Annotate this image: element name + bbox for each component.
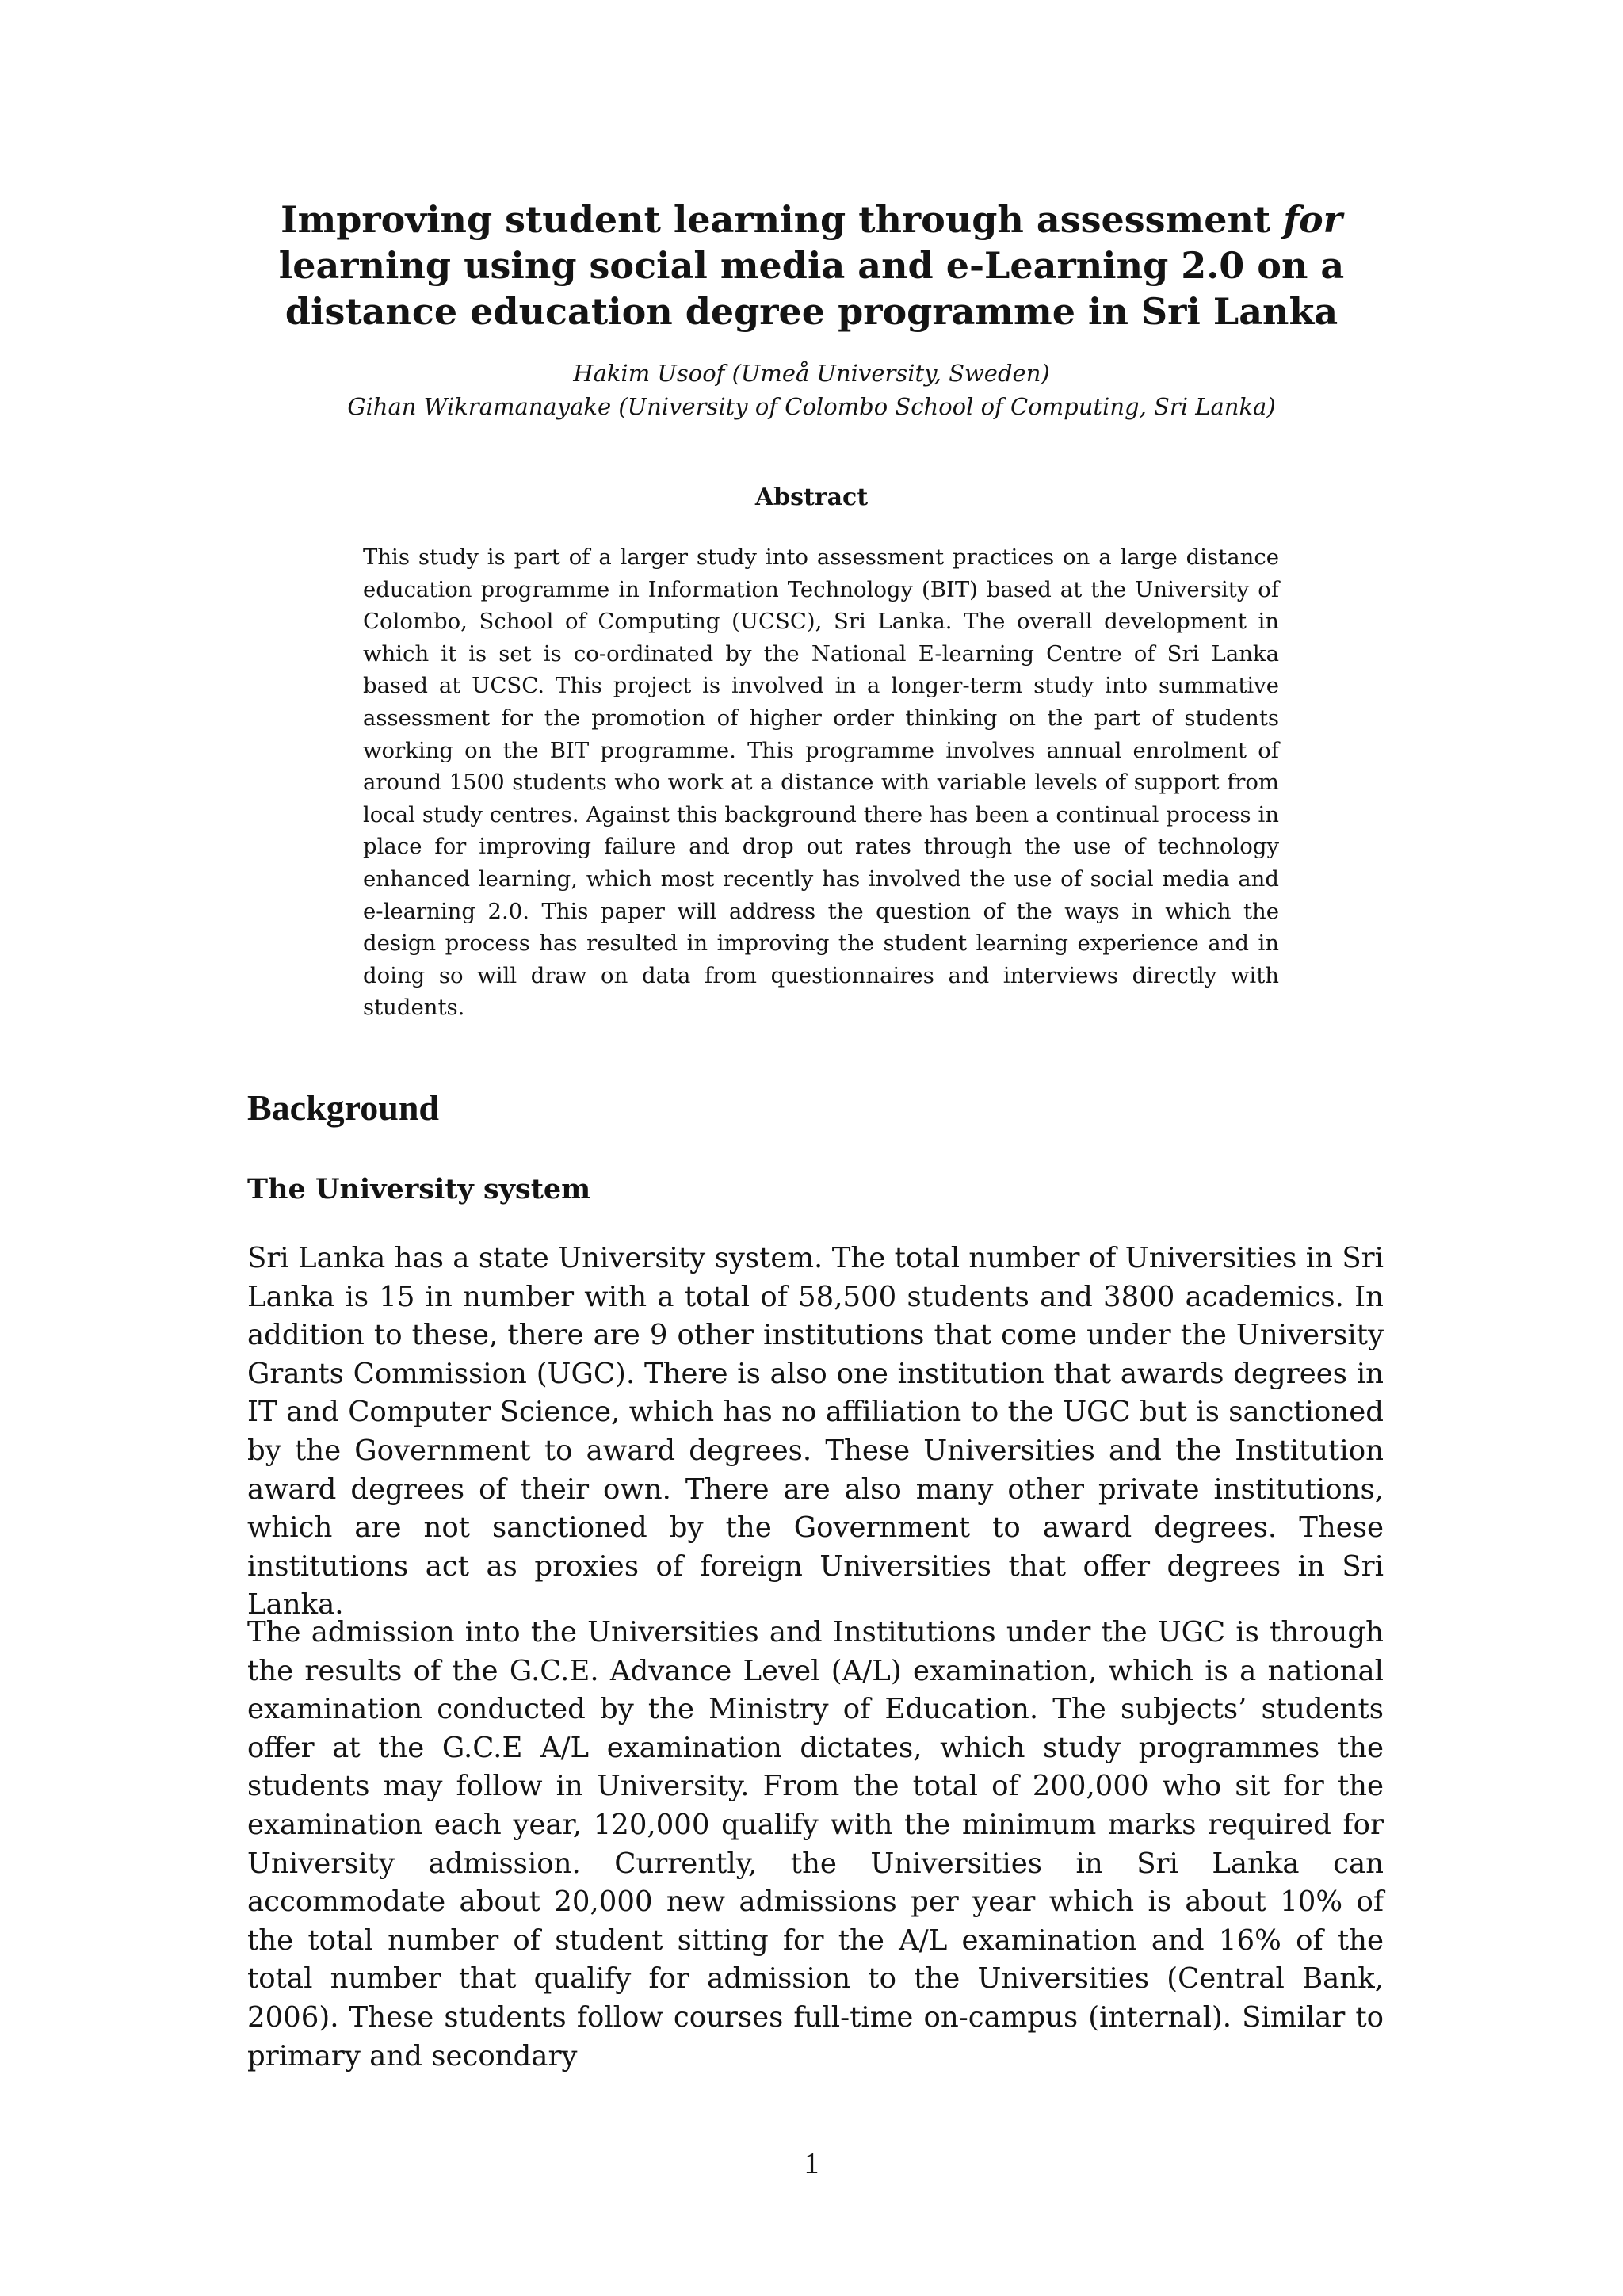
section-heading-background: Background — [247, 1087, 440, 1128]
title-emphasis: for — [1283, 198, 1342, 241]
body-paragraph-2: The admission into the Universities and Institutions under the UGC is through the results of the G.C.E. Advance Level (A/L) examination, which is a national examination conducted by the Ministry of Education. The subjects’ students offer at the G.C.E A/L examination dictates, which study programmes the students may follow in University. From the total of 200,000 who sit for the examination each year, 120,000 qualify with the minimum marks required for University admission. Currently, the Universities in Sri Lanka can accommodate about 20,000 new admissions per year which is about 10% of the total number of student sitting for the A/L examination and 16% of the total number that qualify for admission to the Universities (Central Bank, 2006). These students follow courses full-time on-campus (internal). Similar to primary and secondary — [247, 1616, 1384, 2073]
page-number: 1 — [804, 2147, 819, 2180]
author-1: Hakim Usoof (Umeå University, Sweden) — [573, 360, 1050, 387]
paper-title — [238, 197, 1385, 334]
body-paragraph-1: Sri Lanka has a state University system. The total number of Universities in Sri Lanka is 15 in number with a total of 58,500 students and 3800 academics. In addition to these, there are 9 other institutions that come under the University Grants Commission (UGC). There is also one institution that awards degrees in IT and Computer Science, which has no affiliation to the UGC but is sanctioned by the Government to award degrees. These Universities and the Institution award degrees of their own. There are also many other private institutions, which are not sanctioned by the Government to award degrees. These institutions act as proxies of foreign Universities that offer degrees in Sri Lanka. — [247, 1242, 1384, 1622]
subsection-heading-university-system: The University system — [247, 1173, 591, 1205]
abstract-text: This study is part of a larger study into assessment practices on a large distance education programme in Information Technology (BIT) based at the University of Colombo, School of Computing (UCSC), Sri Lanka. The overall development in which it is set is co-ordinated by the National E-learning Centre of Sri Lanka based at UCSC. This project is involved in a longer-term study into summative assessment for the promotion of higher order thinking on the part of students working on the BIT programme. This programme involves annual enrolment of around 1500 students who work at a distance with variable levels of support from local study centres. Against this background there has been a continual process in place for improving failure and drop out rates through the use of technology enhanced learning, which most recently has involved the use of social media and e-learning 2.0. This paper will address the question of the ways in which the design process has resulted in improving the student learning experience and in doing so will draw on data from questionnaires and interviews directly with students. — [363, 544, 1279, 1021]
abstract-heading: Abstract — [754, 483, 869, 511]
author-2: Gihan Wikramanayake (University of Colombo School of Computing, Sri Lanka) — [347, 393, 1276, 420]
author-list — [238, 357, 1385, 423]
title-part-2: learning using social media and e-Learning 2.0 on a distance education degree programme in Sri Lanka — [278, 244, 1345, 333]
title-part-1: Improving student learning through assessment — [281, 198, 1284, 241]
